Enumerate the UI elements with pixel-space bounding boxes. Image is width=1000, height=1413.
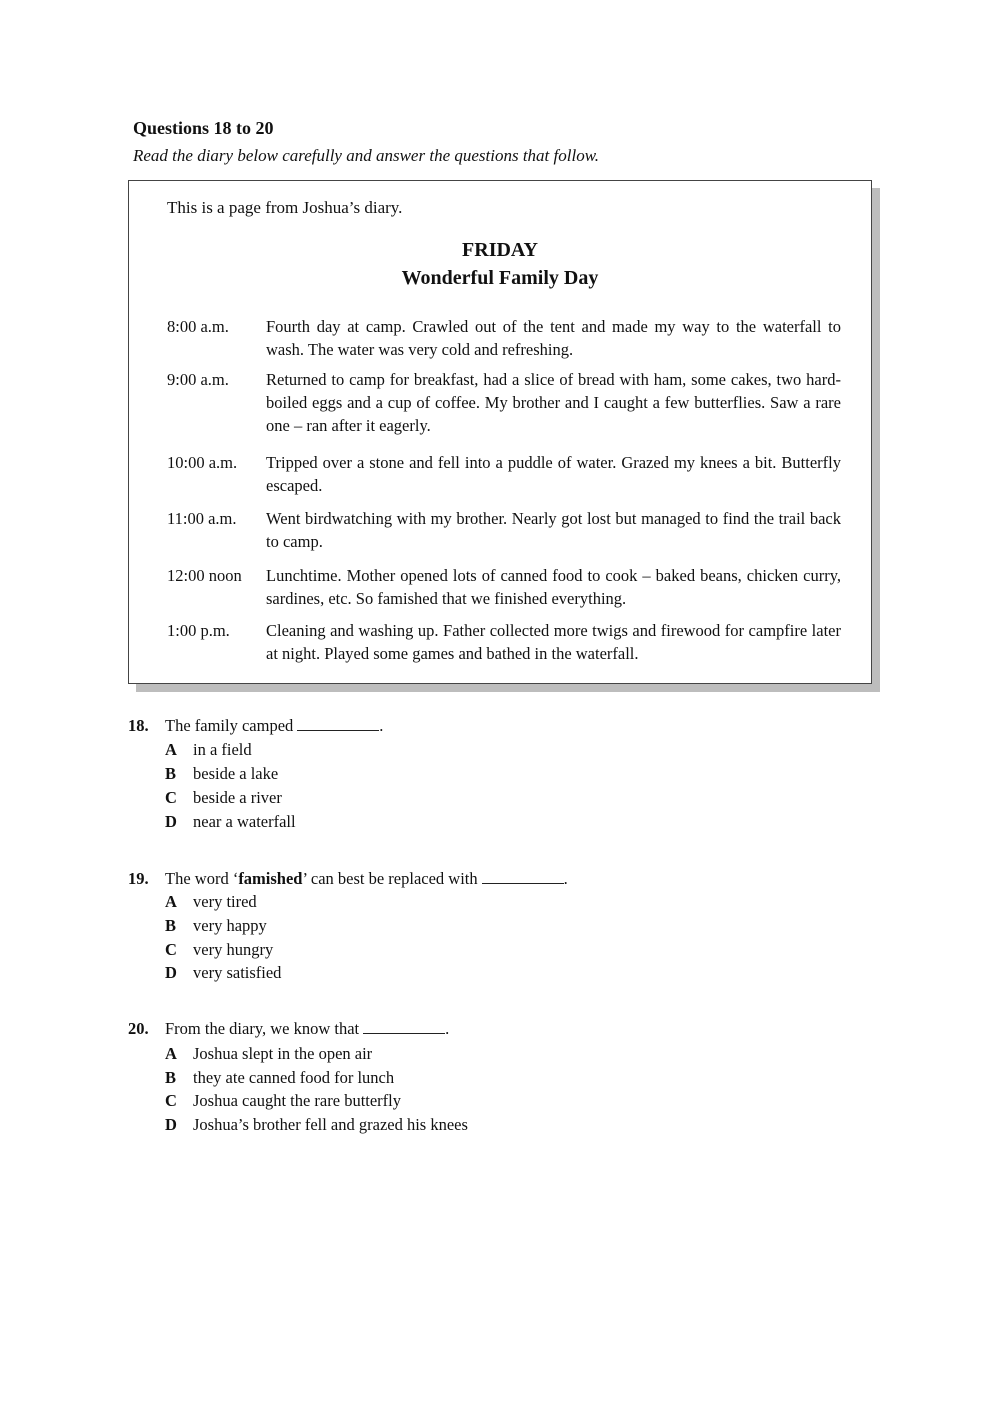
option-text: very satisfied: [193, 963, 282, 982]
option-text: beside a river: [193, 788, 282, 807]
option-letter: D: [165, 812, 177, 831]
entry-time: 12:00 noon: [167, 566, 242, 585]
diary-entry: [167, 564, 841, 610]
diary-subtitle: Wonderful Family Day: [401, 267, 599, 289]
option-a[interactable]: [165, 1044, 372, 1064]
option-text: Joshua caught the rare butterfly: [193, 1091, 402, 1110]
option-b[interactable]: [165, 764, 278, 784]
option-text: very tired: [193, 892, 257, 911]
answer-blank: [482, 869, 564, 884]
diary-entry: [167, 451, 841, 497]
entry-time: 1:00 p.m.: [167, 621, 230, 640]
option-c[interactable]: [165, 788, 282, 808]
entry-text: Tripped over a stone and fell into a puddle of water. Grazed my knees a bit. Butterfly escaped.: [266, 453, 841, 495]
option-text: Joshua’s brother fell and grazed his knees: [193, 1115, 468, 1134]
diary-entry: [167, 315, 841, 361]
question-stem: [165, 1019, 449, 1039]
option-letter: C: [165, 788, 177, 807]
option-letter: B: [165, 1068, 177, 1087]
diary-day-title: FRIDAY: [462, 239, 538, 261]
option-d[interactable]: [165, 963, 281, 983]
entry-text: Cleaning and washing up. Father collected more twigs and firewood for campfire later at night. Played some games and bathed in the waterfall.: [266, 621, 841, 663]
stem-text: The family camped: [165, 716, 294, 735]
option-c[interactable]: [165, 1091, 401, 1111]
entry-text: Went birdwatching with my brother. Nearly got lost but managed to find the trail back to camp.: [266, 509, 841, 551]
answer-blank: [363, 1019, 445, 1034]
answer-blank: [297, 716, 379, 731]
option-text: they ate canned food for lunch: [193, 1068, 395, 1087]
section-heading: Questions 18 to 20: [133, 118, 274, 138]
option-b[interactable]: [165, 916, 267, 936]
entry-text: Returned to camp for breakfast, had a slice of bread with ham, some cakes, two hard-boiled eggs and a cup of coffee. My brother and I caught a few butterflies. Saw a rare one – ran after it eagerly.: [266, 370, 841, 435]
question-number: 18.: [128, 716, 149, 735]
option-text: Joshua slept in the open air: [193, 1044, 373, 1063]
option-b[interactable]: [165, 1068, 394, 1088]
option-c[interactable]: [165, 940, 273, 960]
option-text: beside a lake: [193, 764, 279, 783]
entry-time: 8:00 a.m.: [167, 317, 229, 336]
option-a[interactable]: [165, 892, 257, 912]
option-letter: D: [165, 963, 177, 982]
instruction-text: Read the diary below carefully and answer the questions that follow.: [133, 146, 600, 165]
option-text: in a field: [193, 740, 252, 759]
stem-text: From the diary, we know that: [165, 1019, 360, 1038]
option-letter: A: [165, 892, 177, 911]
stem-text: ’ can best be replaced with: [302, 869, 478, 888]
option-text: near a waterfall: [193, 812, 296, 831]
option-a[interactable]: [165, 740, 252, 760]
stem-end: .: [563, 869, 568, 888]
diary-intro: This is a page from Joshua’s diary.: [167, 198, 403, 217]
diary-page: [128, 180, 872, 684]
option-text: very hungry: [193, 940, 274, 959]
diary-entry: [167, 368, 841, 437]
stem-end: .: [379, 716, 384, 735]
option-d[interactable]: [165, 1115, 468, 1135]
option-letter: D: [165, 1115, 177, 1134]
option-d[interactable]: [165, 812, 296, 832]
keyword: famished: [238, 869, 303, 888]
entry-text: Fourth day at camp. Crawled out of the tent and made my way to the waterfall to wash. The water was very cold and refreshing.: [266, 317, 841, 359]
stem-end: .: [445, 1019, 450, 1038]
stem-text: The word ‘: [165, 869, 239, 888]
option-letter: C: [165, 1091, 177, 1110]
diary-entry: [167, 507, 841, 553]
question-number: 19.: [128, 869, 149, 888]
option-letter: C: [165, 940, 177, 959]
option-letter: B: [165, 916, 177, 935]
question-stem: [165, 869, 568, 889]
option-letter: B: [165, 764, 177, 783]
entry-text: Lunchtime. Mother opened lots of canned food to cook – baked beans, chicken curry, sardines, etc. So famished that we finished everything.: [266, 566, 841, 608]
option-text: very happy: [193, 916, 267, 935]
diary-entry: [167, 619, 841, 665]
entry-time: 10:00 a.m.: [167, 453, 238, 472]
option-letter: A: [165, 1044, 177, 1063]
question-stem: [165, 716, 383, 736]
entry-time: 11:00 a.m.: [167, 509, 237, 528]
option-letter: A: [165, 740, 177, 759]
question-number: 20.: [128, 1019, 149, 1038]
entry-time: 9:00 a.m.: [167, 370, 229, 389]
